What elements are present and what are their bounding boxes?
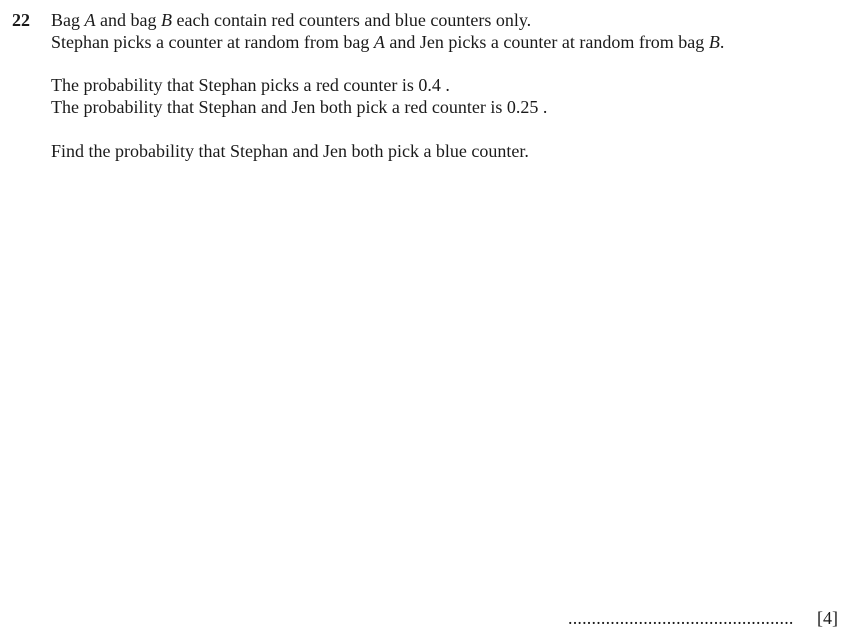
question-line-3: The probability that Stephan picks a red counter is 0.4 . <box>51 75 450 95</box>
line-2-text-end: . <box>719 32 725 52</box>
bag-a-variable: A <box>373 32 385 52</box>
marks-label: [4] <box>817 608 838 628</box>
line-2-text-middle: and Jen picks a counter at random from bag <box>384 32 709 52</box>
line-1-text-end: each contain red counters and blue counters only. <box>171 10 532 30</box>
answer-dotted-line[interactable]: ................................................ <box>568 608 794 628</box>
question-number: 22 <box>12 10 30 30</box>
question-line-1 <box>51 9 531 31</box>
question-line-5: Find the probability that Stephan and Jen both pick a blue counter. <box>51 141 529 161</box>
question-line-2 <box>51 31 724 53</box>
bag-a-variable: A <box>84 10 96 30</box>
line-1-text-middle: and bag <box>95 10 161 30</box>
bag-b-variable: B <box>708 32 720 52</box>
line-1-text-start: Bag <box>51 10 85 30</box>
bag-b-variable: B <box>160 10 172 30</box>
question-line-4: The probability that Stephan and Jen both pick a red counter is 0.25 . <box>51 97 548 117</box>
line-2-text-start: Stephan picks a counter at random from bag <box>51 32 374 52</box>
